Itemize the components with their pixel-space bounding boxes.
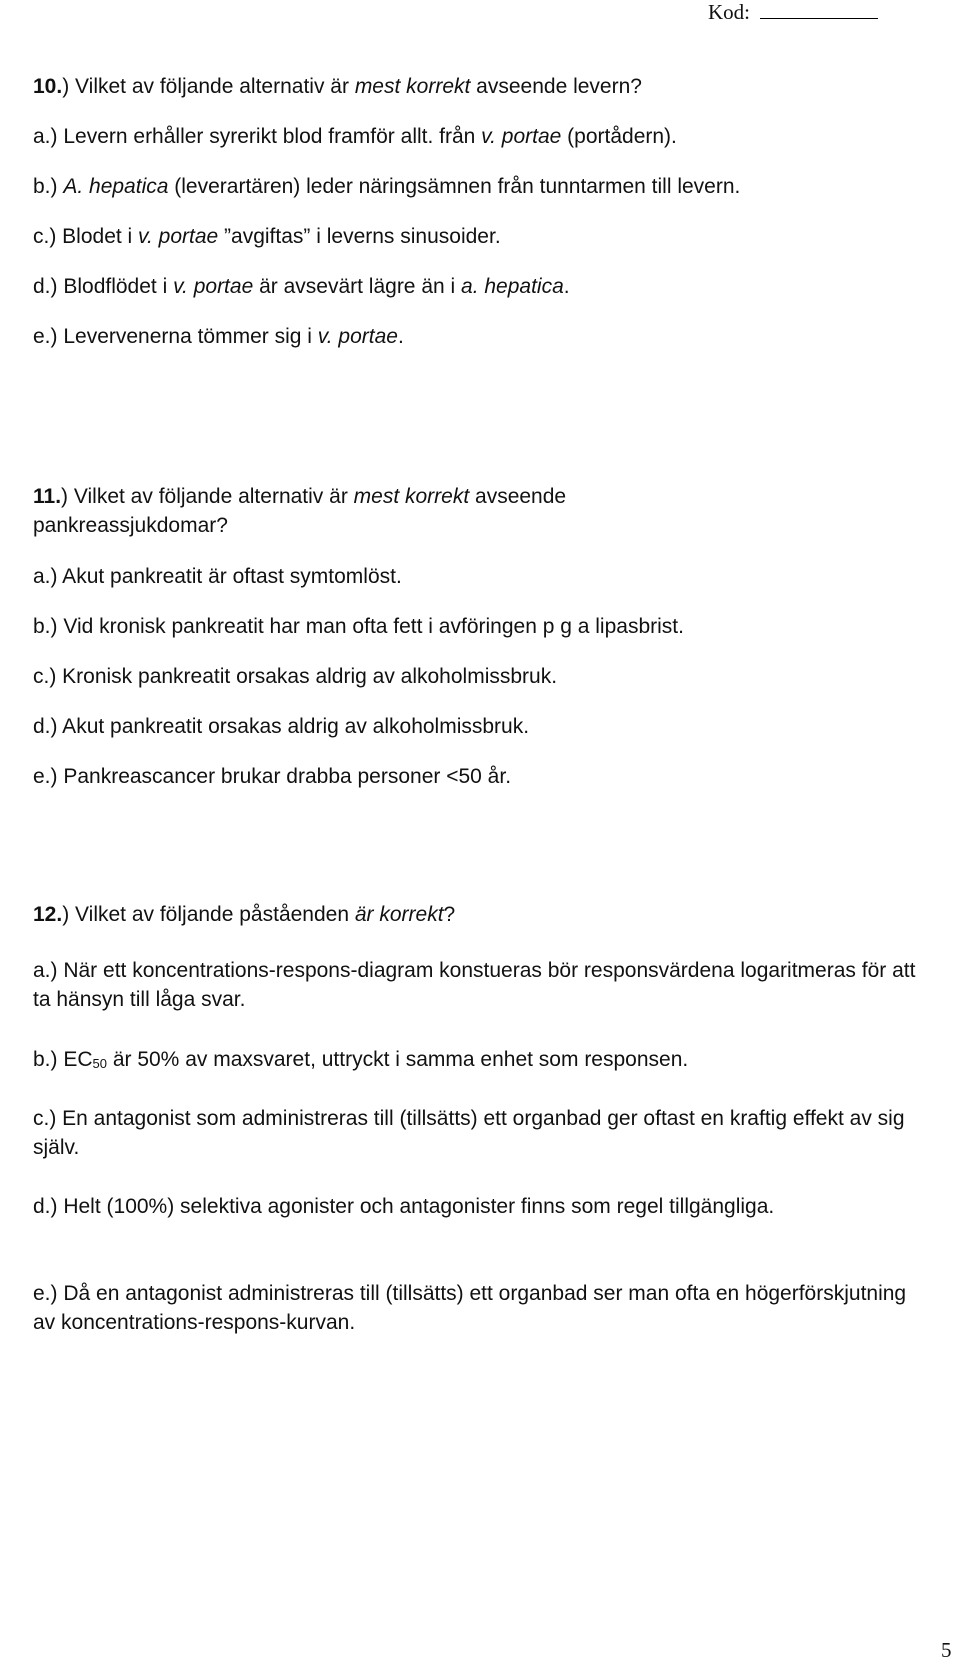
question-11-stem: 11.) Vilket av följande alternativ är mest korrekt avseende pankreassjukdomar? <box>33 485 567 537</box>
page-number: 5 <box>941 1638 952 1662</box>
code-label: Kod: <box>708 0 750 24</box>
q12-option-c: c.) En antagonist som administreras till (tillsätts) ett organbad ger oftast en kraftig effekt av sig själv. <box>33 1107 905 1159</box>
q10-option-d: d.) Blodflödet i v. portae är avsevärt lägre än i a. hepatica. <box>33 275 570 298</box>
q11-option-b: b.) Vid kronisk pankreatit har man ofta fett i avföringen p g a lipasbrist. <box>33 615 684 638</box>
q10-option-e: e.) Levervenerna tömmer sig i v. portae. <box>33 325 404 348</box>
code-field <box>708 0 878 25</box>
q10-option-a: a.) Levern erhåller syrerikt blod framför allt. från v. portae (portådern). <box>33 125 677 148</box>
q11-option-e: e.) Pankreascancer brukar drabba personer <50 år. <box>33 765 512 788</box>
q12-option-e: e.) Då en antagonist administreras till (tillsätts) ett organbad ser man ofta en högerförskjutning av koncentrations-respons-kurvan. <box>33 1282 907 1334</box>
question-number: 12. <box>33 903 63 926</box>
code-blank-line <box>760 2 878 19</box>
q12-option-d: d.) Helt (100%) selektiva agonister och antagonister finns som regel tillgängliga. <box>33 1195 775 1218</box>
q11-option-d: d.) Akut pankreatit orsakas aldrig av alkoholmissbruk. <box>33 715 530 738</box>
question-number: 10. <box>33 75 63 98</box>
q10-option-b: b.) A. hepatica (leverartären) leder näringsämnen från tunntarmen till levern. <box>33 175 741 198</box>
q11-option-c: c.) Kronisk pankreatit orsakas aldrig av alkoholmissbruk. <box>33 665 558 688</box>
q12-option-b: b.) $EC_{50}$ är 50% av maxsvaret, uttryckt i samma enhet som responsen. <box>33 1048 689 1071</box>
question-10 <box>33 72 928 101</box>
question-12-stem: 12.) Vilket av följande påståenden är korrekt? <box>33 903 456 926</box>
question-10-stem: 10.) Vilket av följande alternativ är mest korrekt avseende levern? <box>33 75 642 98</box>
q10-option-c: c.) Blodet i v. portae ”avgiftas” i leverns sinusoider. <box>33 225 501 248</box>
q11-option-a: a.) Akut pankreatit är oftast symtomlöst. <box>33 565 402 588</box>
q12-option-a: a.) När ett koncentrations-respons-diagram konstueras bör responsvärdena logaritmeras för att ta hänsyn till låga svar. <box>33 959 916 1011</box>
question-number: 11. <box>33 485 62 508</box>
